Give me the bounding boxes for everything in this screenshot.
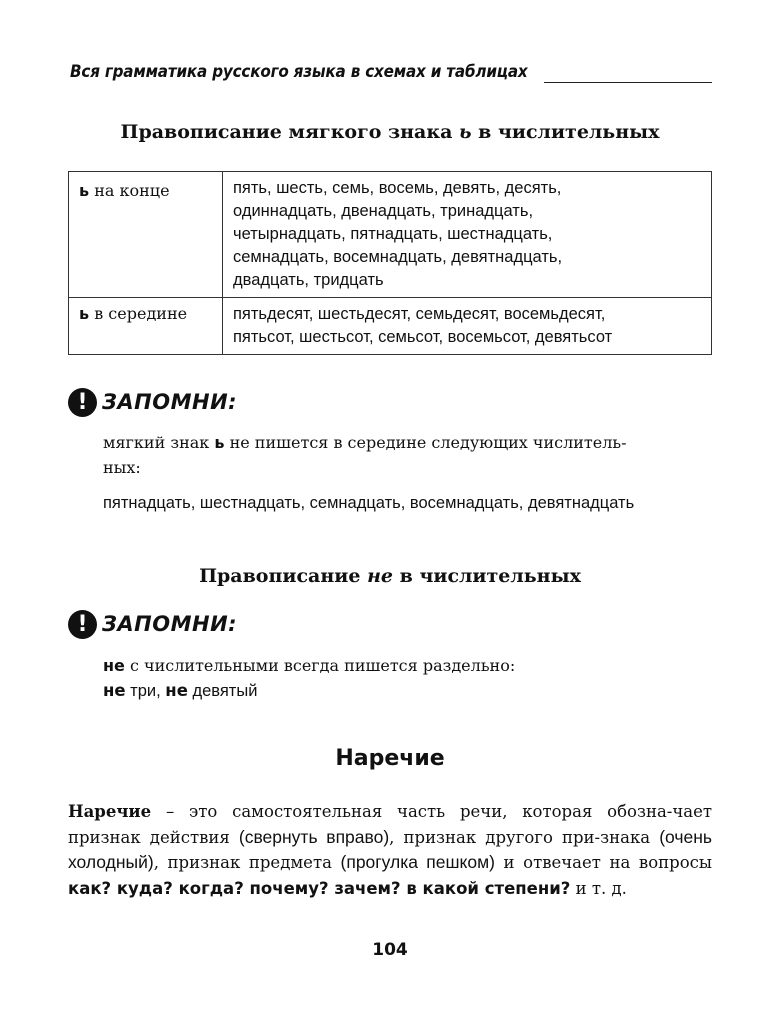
table-row — [69, 172, 712, 298]
table-row-label: ь в середине — [69, 298, 223, 355]
remember-label: ЗАПОМНИ: — [102, 612, 238, 636]
remember-label: ЗАПОМНИ: — [102, 390, 238, 414]
ne-section-title: Правописание не в числительных — [199, 565, 581, 587]
table-row-label: ь на конце — [69, 172, 223, 298]
remember-examples: пятнадцать, шестнадцать, семнадцать, восемнадцать, девятнадцать — [103, 494, 635, 512]
page-number: 104 — [372, 940, 408, 960]
exclamation-icon: ! — [68, 388, 97, 417]
running-header — [70, 62, 712, 88]
adverb-definition: Наречие – это самостоятельная часть речи, которая обозна-чает признак действия (свернуть вправо), признак другого при-знака (очень холодный), признак предмета (прогулка пешком) и отвечает на вопросы как? куда? когда? почему? зачем? в какой степени? и т. д. — [68, 802, 713, 898]
soft-sign-table — [68, 171, 712, 355]
running-header-title: Вся грамматика русского языка в схемах и таблицах — [70, 62, 528, 81]
ne-rule-example: не три, не девятый — [103, 681, 258, 700]
ne-rule-text: не с числительными всегда пишется раздельно: — [103, 656, 516, 675]
table-row — [69, 298, 712, 355]
exclamation-icon: ! — [68, 610, 97, 639]
remember-rule-text: мягкий знак ь не пишется в середине следующих числитель- ных: — [103, 433, 627, 477]
table-row-values: пятьдесят, шестьдесят, семьдесят, восемьдесят, пятьсот, шестьсот, семьсот, восемьсот, девятьсот — [223, 298, 712, 355]
adverb-title: Наречие — [335, 746, 445, 771]
table-row-values: пять, шесть, семь, восемь, девять, десять, одиннадцать, двенадцать, тринадцать, четырнадцать, пятнадцать, шестнадцать, семнадцать, восемнадцать, девятнадцать, двадцать, тридцать — [223, 172, 712, 298]
running-header-rule — [544, 82, 712, 83]
soft-sign-section-title: Правописание мягкого знака ь в числительных — [120, 121, 660, 143]
